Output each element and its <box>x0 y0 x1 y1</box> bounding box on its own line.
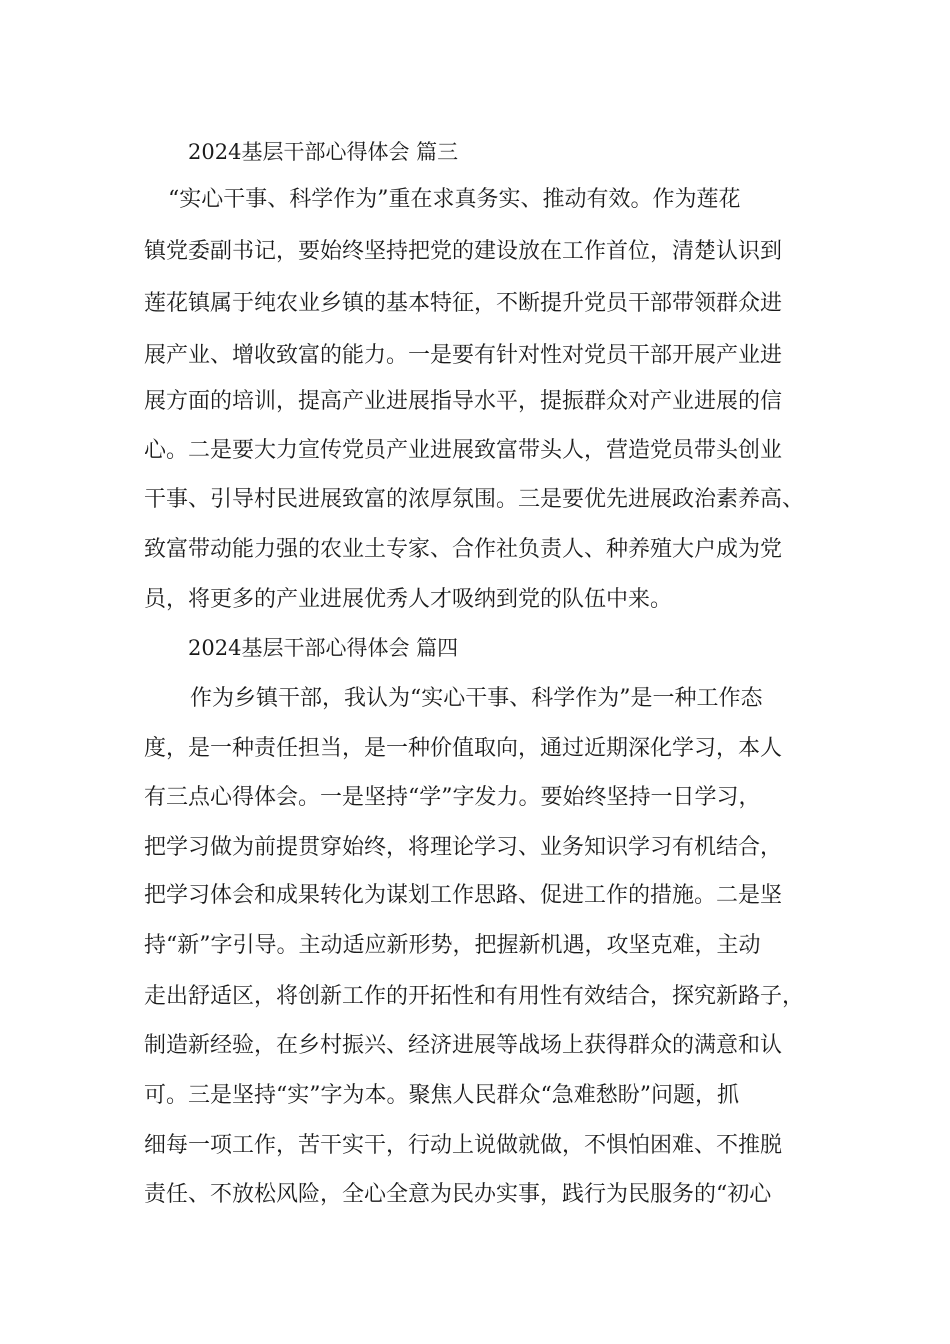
paragraph-line: 走出舒适区，将创新工作的开拓性和有用性有效结合，探究新路子， <box>144 984 805 1009</box>
paragraph-line: 把学习做为前提贯穿始终，将理论学习、业务知识学习有机结合， <box>144 835 783 860</box>
paragraph-line: 员，将更多的产业进展优秀人才吸纳到党的队伍中来。 <box>144 587 673 612</box>
paragraph-line: 干事、引导村民进展致富的浓厚氛围。三是要优先进展政治素养高、 <box>144 487 805 512</box>
paragraph-line: 度，是一种责任担当，是一种价值取向，通过近期深化学习，本人 <box>144 736 783 761</box>
paragraph-line: “实心干事、科学作为”重在求真务实、推动有效。作为莲花 <box>168 187 741 212</box>
paragraph-line: 把学习体会和成果转化为谋划工作思路、促进工作的措施。二是坚 <box>144 883 783 908</box>
paragraph-line: 细每一项工作，苦干实干，行动上说做就做，不惧怕困难、不推脱 <box>144 1133 783 1158</box>
paragraph-line: 责任、不放松风险，全心全意为民办实事，践行为民服务的“初心 <box>144 1182 772 1207</box>
paragraph-line: 心。二是要大力宣传党员产业进展致富带头人，营造党员带头创业 <box>144 438 783 463</box>
paragraph-line: 展产业、增收致富的能力。一是要有针对性对党员干部开展产业进 <box>144 343 783 368</box>
paragraph-line: 有三点心得体会。一是坚持“学”字发力。要始终坚持一日学习， <box>144 785 761 810</box>
paragraph-line: 持“新”字引导。主动适应新形势，把握新机遇，攻坚克难，主动 <box>144 933 761 958</box>
section-heading-4: 2024基层干部心得体会 篇四 <box>188 636 459 660</box>
paragraph-line: 致富带动能力强的农业土专家、合作社负责人、种养殖大户成为党 <box>144 537 783 562</box>
paragraph-line: 莲花镇属于纯农业乡镇的基本特征，不断提升党员干部带领群众进 <box>144 291 783 316</box>
paragraph-line: 可。三是坚持“实”字为本。聚焦人民群众“急难愁盼”问题，抓 <box>144 1083 739 1108</box>
paragraph-line: 制造新经验，在乡村振兴、经济进展等战场上获得群众的满意和认 <box>144 1033 783 1058</box>
paragraph-line: 展方面的培训，提高产业进展指导水平，提振群众对产业进展的信 <box>144 389 783 414</box>
section-heading-3: 2024基层干部心得体会 篇三 <box>188 140 459 164</box>
paragraph-line: 作为乡镇干部，我认为“实心干事、科学作为”是一种工作态 <box>190 686 763 711</box>
paragraph-line: 镇党委副书记，要始终坚持把党的建设放在工作首位，清楚认识到 <box>144 239 783 264</box>
